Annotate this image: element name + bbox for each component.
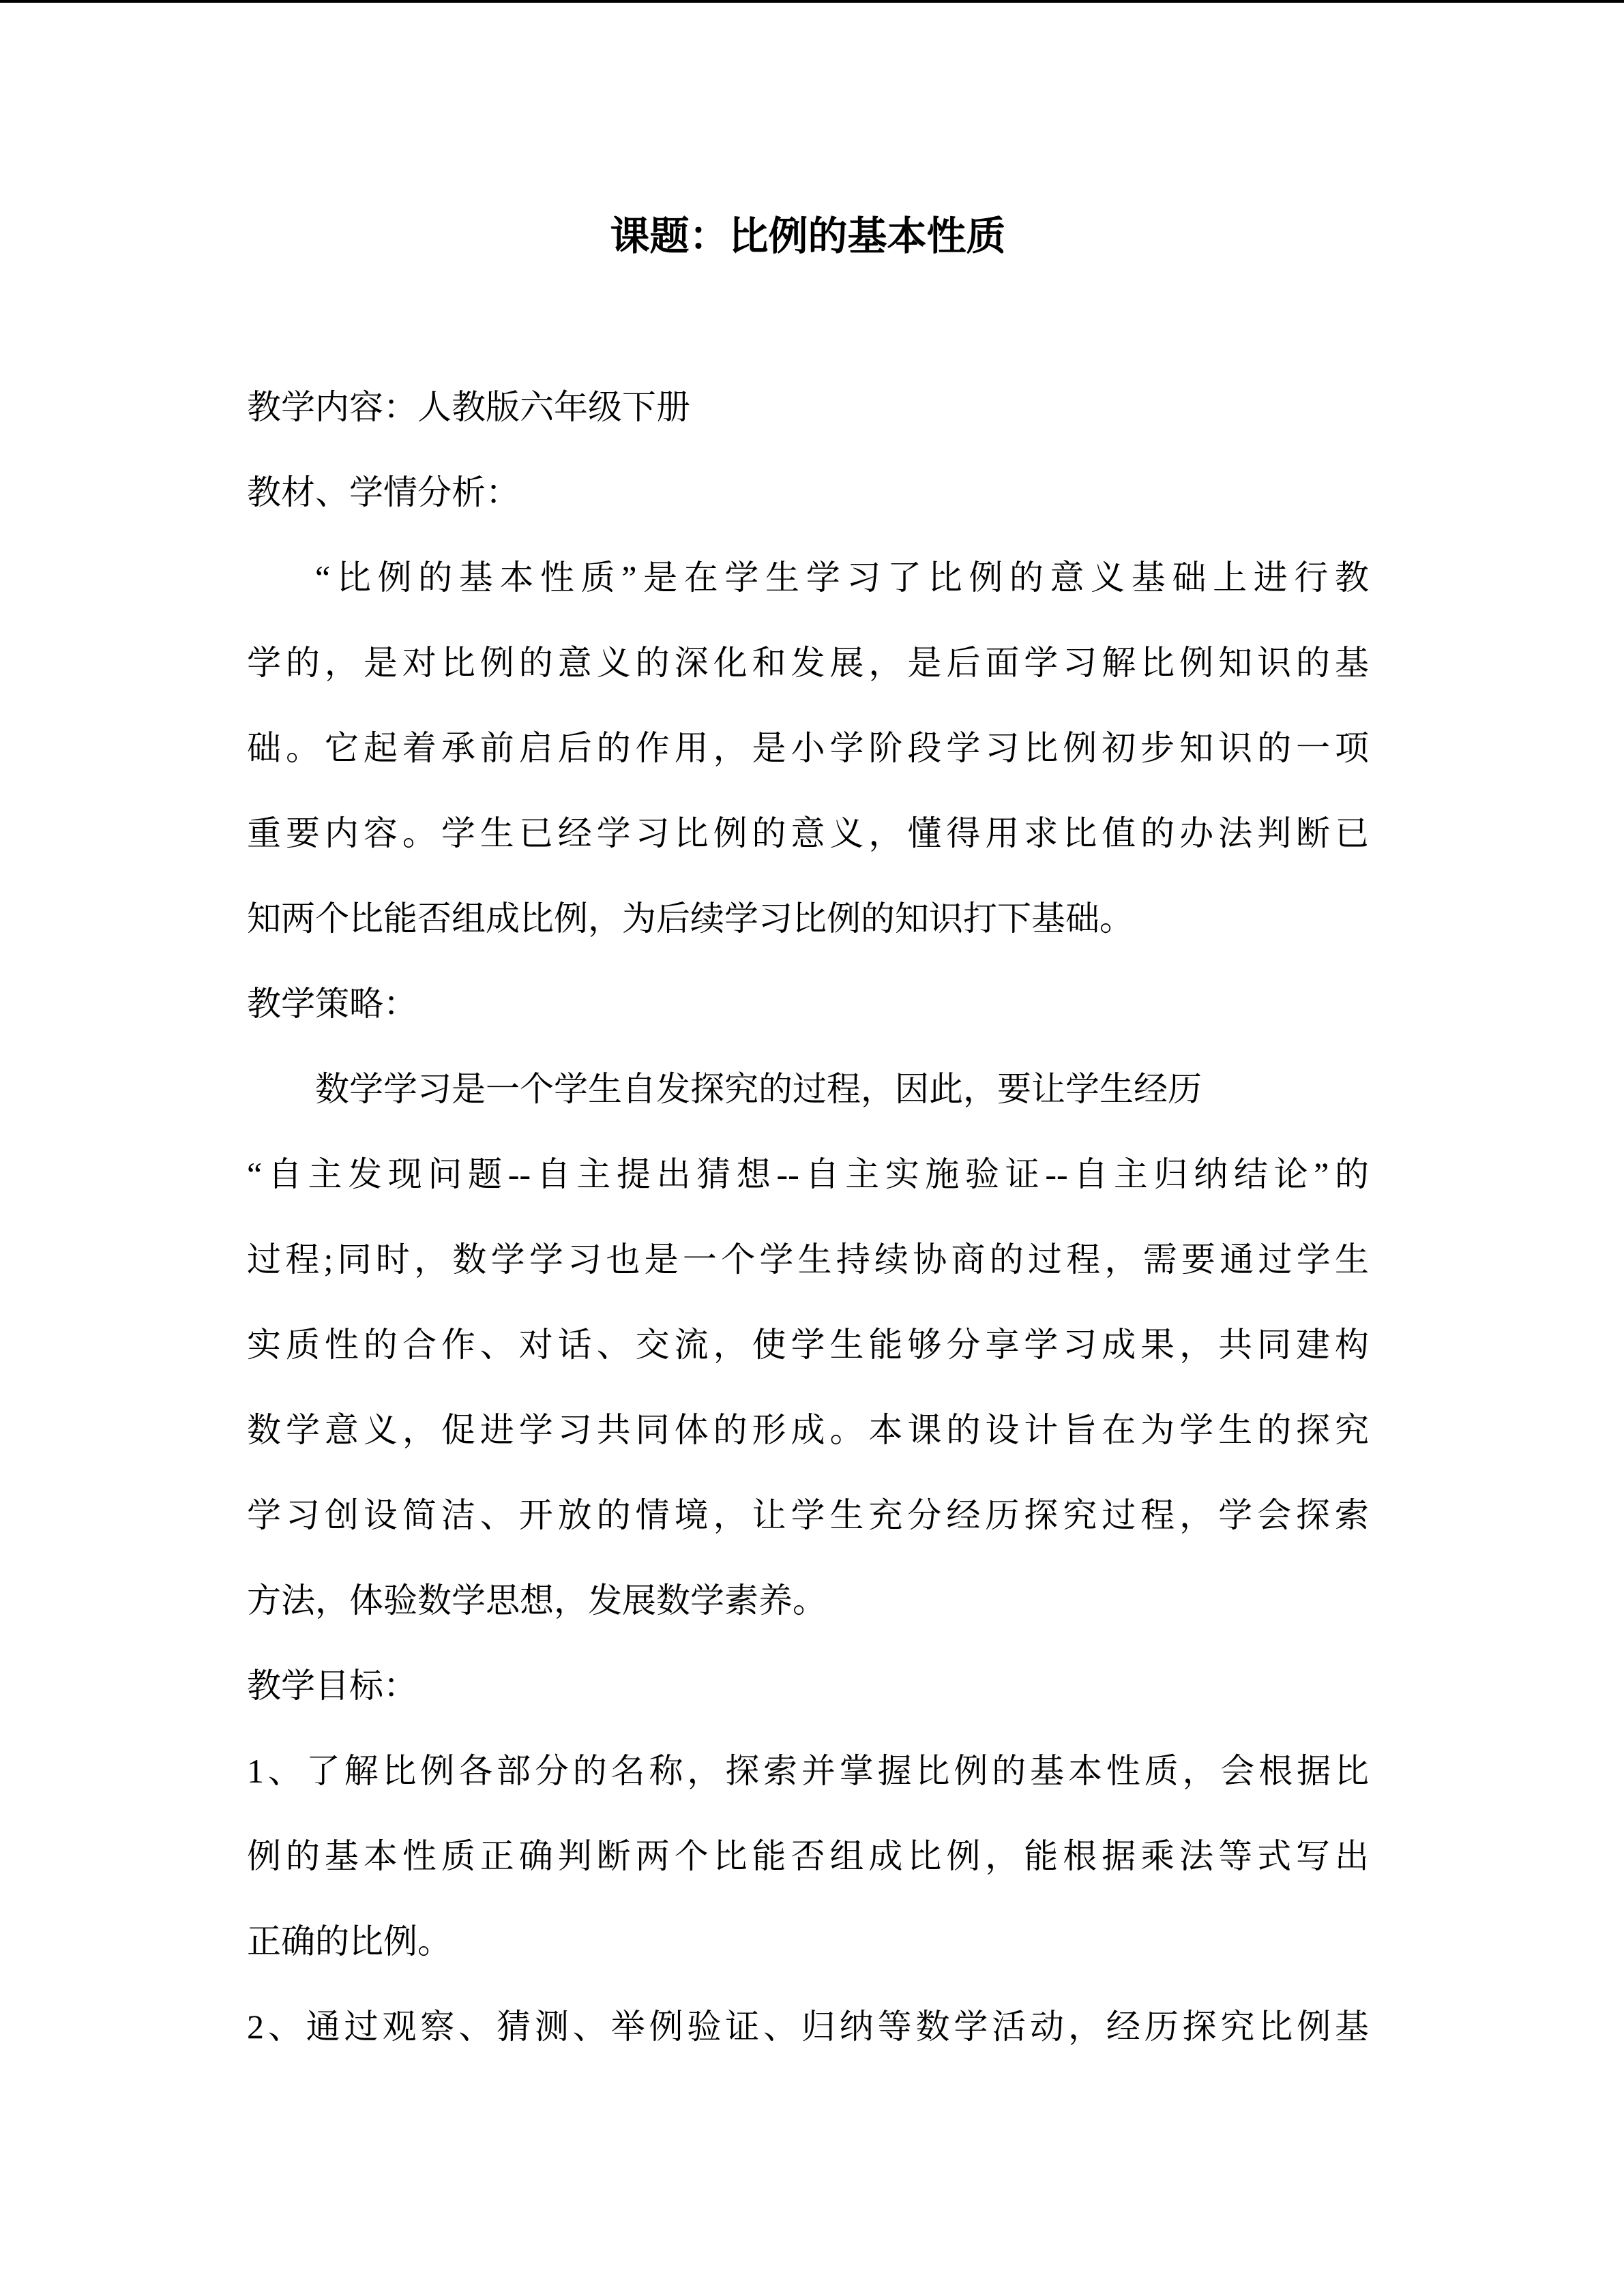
document-title: 课题：比例的基本性质 — [610, 214, 1006, 258]
body-line: 学的，是对比例的意义的深化和发展，是后面学习解比例知识的基 — [247, 644, 1369, 682]
body-line: “比例的基本性质”是在学生学习了比例的意义基础上进行教 — [315, 558, 1369, 597]
body-line: 知两个比能否组成比例，为后续学习比例的知识打下基础。 — [247, 899, 1134, 938]
body-line-goal-1: 1、了解比例各部分的名称，探索并掌握比例的基本性质，会根据比 — [247, 1752, 1369, 1790]
body-line: 例的基本性质正确判断两个比能否组成比例，能根据乘法等式写出 — [247, 1837, 1369, 1875]
body-line: 学习创设简洁、开放的情境，让学生充分经历探究过程，学会探索 — [247, 1496, 1369, 1534]
body-line: 数学学习是一个学生自发探究的过程，因此，要让学生经历 — [315, 1070, 1202, 1108]
body-line: 过程;同时，数学学习也是一个学生持续协商的过程，需要通过学生 — [247, 1240, 1369, 1279]
body-line-analysis-heading: 教材、学情分析： — [247, 473, 520, 511]
document-body — [247, 365, 1369, 2070]
body-line: 重要内容。学生已经学习比例的意义，懂得用求比值的办法判断已 — [247, 814, 1369, 852]
body-line: 础。它起着承前启后的作用，是小学阶段学习比例初步知识的一项 — [247, 729, 1369, 767]
body-line-teaching-content: 教学内容：人教版六年级下册 — [247, 388, 690, 426]
body-line: 正确的比例。 — [247, 1922, 452, 1960]
body-line-goals-heading: 教学目标： — [247, 1667, 417, 1705]
body-line-strategy-heading: 教学策略： — [247, 985, 417, 1023]
body-line: “自主发现问题--自主提出猜想--自主实施验证--自主归纳结论”的 — [247, 1155, 1369, 1193]
body-line: 实质性的合作、对话、交流，使学生能够分享学习成果，共同建构 — [247, 1326, 1369, 1364]
body-line: 方法，体验数学思想，发展数学素养。 — [247, 1581, 827, 1620]
body-line-goal-2: 2、通过观察、猜测、举例验证、归纳等数学活动，经历探究比例基 — [247, 2008, 1369, 2046]
body-line: 数学意义，促进学习共同体的形成。本课的设计旨在为学生的探究 — [247, 1411, 1369, 1449]
page-top-border — [0, 0, 1624, 3]
